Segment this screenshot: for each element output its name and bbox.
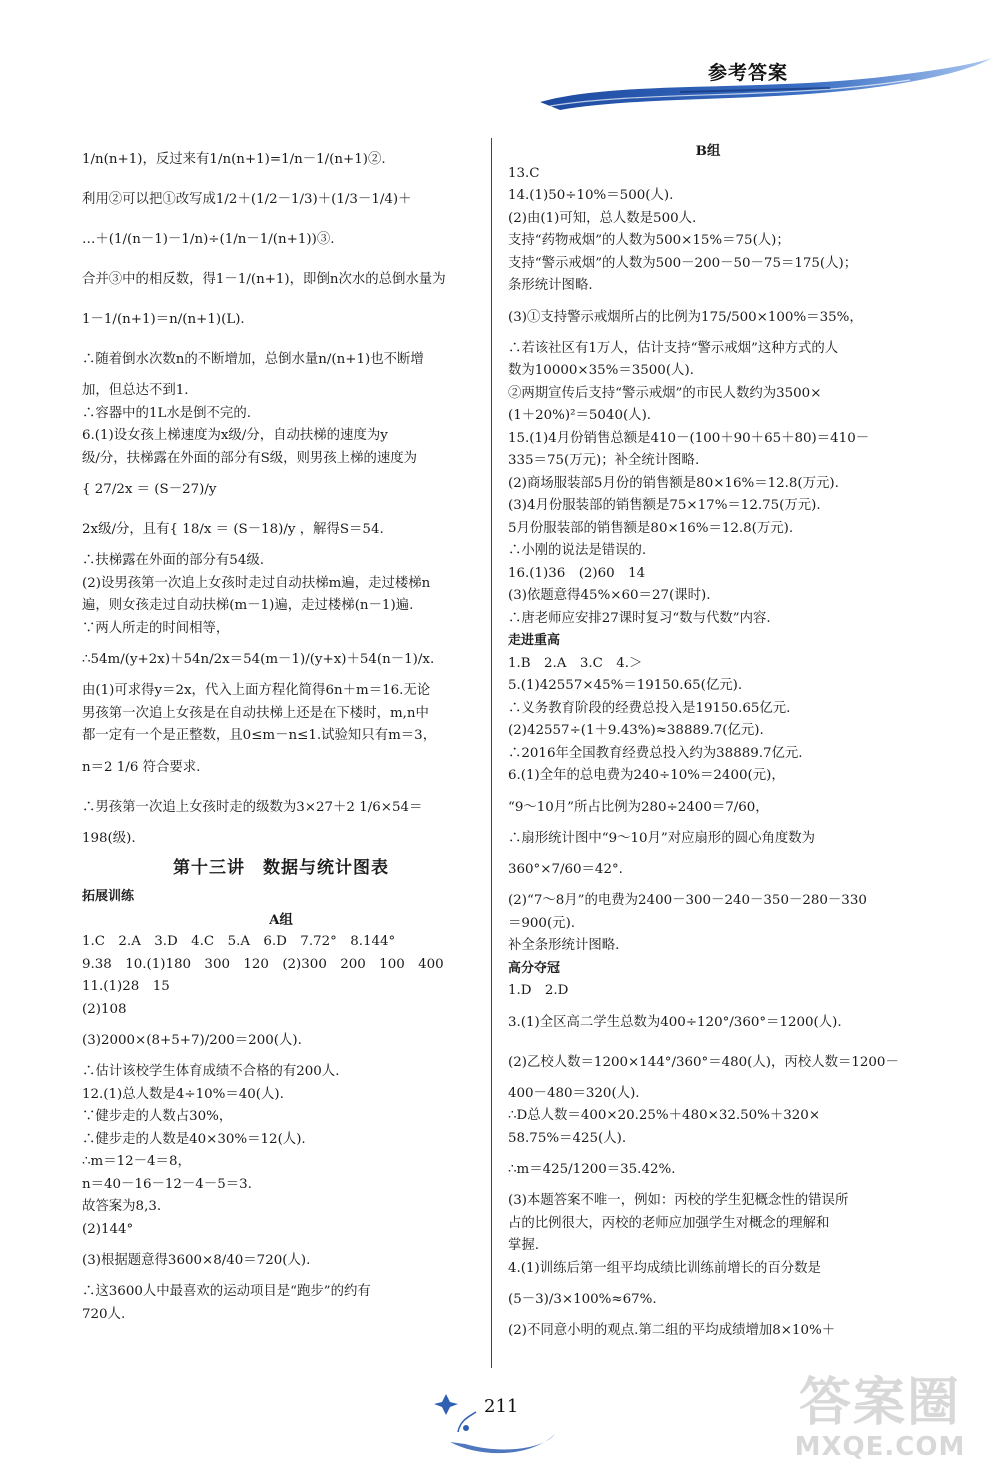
answer-line: 1.C 2.A 3.D 4.C 5.A 6.D 7.72° 8.144° xyxy=(82,934,396,949)
answer-line: 2x级/分，且有{ 18/x ＝ (S－18)/y ，解得S＝54. xyxy=(82,522,384,537)
footer-ornament-graphic xyxy=(430,1372,570,1462)
answer-line: ∴小刚的说法是错误的. xyxy=(508,543,647,558)
right-column xyxy=(508,140,908,1343)
right-column-bottom-lines xyxy=(508,980,908,1343)
page-footer xyxy=(430,1372,570,1462)
watermark-text: 答案圈 xyxy=(798,1373,961,1433)
answer-line: 6.(1)设女孩上梯速度为x级/分，自动扶梯的速度为y xyxy=(82,428,388,443)
page-number: 211 xyxy=(484,1396,519,1417)
answer-line: ∴若该社区有1万人，估计支持“警示戒烟”这种方式的人 xyxy=(508,340,839,356)
answer-line: (2)设男孩第一次追上女孩时走过自动扶梯m遍，走过楼梯n xyxy=(82,575,431,591)
answer-line: 335＝75(万元)；补全统计图略. xyxy=(508,453,700,468)
answer-line: …＋(1/(n－1)－1/n)÷(1/n－1/(n+1))③. xyxy=(82,232,335,247)
answer-line: ∵两人所走的时间相等， xyxy=(82,620,230,636)
answer-line: ＝900(元). xyxy=(508,915,576,931)
answer-line: 13.C xyxy=(508,165,540,181)
answer-line: 5.(1)42557×45%＝19150.65(亿元). xyxy=(508,678,743,693)
answer-line: ∴D总人数＝400×20.25%＋480×32.50%＋320× xyxy=(508,1108,821,1123)
answer-line: 15.(1)4月份销售总额是410－(100＋90＋65＋80)＝410－ xyxy=(508,430,870,446)
answer-line: ②两期宣传后支持“警示戒烟”的市民人数约为3500× xyxy=(508,385,822,401)
section-head-high-score: 高分夺冠 xyxy=(508,960,561,976)
group-label-b: B组 xyxy=(695,143,721,159)
answer-line: 都一定有一个是正整数，且0≤m－n≤1.试验知只有m＝3， xyxy=(82,728,437,743)
right-column-mid-lines xyxy=(508,653,908,958)
answer-line: ∴唐老师应安排27课时复习“数与代数”内容. xyxy=(508,610,771,626)
section-head-key-high-school: 走进重高 xyxy=(508,633,561,648)
answer-line: ∵健步走的人数占30%， xyxy=(82,1109,233,1124)
answer-line: 16.(1)36 (2)60 14 xyxy=(508,565,646,581)
left-column-bottom-lines xyxy=(82,931,480,1326)
answer-line: n＝2 1/6 符合要求. xyxy=(82,759,201,775)
answer-line: ∴随着倒水次数n的不断增加，总倒水量n/(n+1)也不断增 xyxy=(82,352,424,367)
left-column xyxy=(82,140,480,1326)
answer-line: (2)42557÷(1＋9.43%)≈38889.7(亿元). xyxy=(508,723,764,738)
answer-line: 利用②可以把①改写成1/2＋(1/2－1/3)＋(1/3－1/4)＋ xyxy=(82,192,412,207)
watermark-url: MXQE.COM xyxy=(794,1432,966,1462)
answer-line: 1/n(n+1)，反过来有1/n(n+1)=1/n－1/(n+1)②. xyxy=(82,152,386,167)
answer-line: (3)4月份服装部的销售额是75×17%＝12.75(万元). xyxy=(508,498,821,513)
right-column-top-lines xyxy=(508,163,908,631)
answer-line: ∴2016年全国教育经费总投入约为38889.7亿元. xyxy=(508,745,803,761)
answer-line: 6.(1)全年的总电费为240÷10%＝2400(元)， xyxy=(508,768,785,783)
answer-line: 58.75%＝425(人). xyxy=(508,1130,627,1146)
answer-line: 12.(1)总人数是4÷10%＝40(人). xyxy=(82,1086,284,1102)
answer-line: “9～10月”所占比例为280÷2400＝7/60， xyxy=(508,799,769,815)
answer-line: ∴54m/(y+2x)＋54n/2x＝54(m－1)/(y+x)＋54(n－1)/x. xyxy=(82,652,435,667)
answer-line: 1－1/(n+1)＝n/(n+1)(L). xyxy=(82,312,245,327)
answer-line: (2)144° xyxy=(82,1221,134,1237)
left-column-top-lines xyxy=(82,140,480,850)
answer-line: (3)①支持警示戒烟所占的比例为175/500×100%＝35%， xyxy=(508,309,863,325)
answer-line: (2)由(1)可知，总人数是500人. xyxy=(508,210,697,226)
answer-line: 级/分，扶梯露在外面的部分有S级，则男孩上梯的速度为 xyxy=(82,450,418,466)
answer-line: 遍，则女孩走过自动扶梯(m－1)遍，走过楼梯(n－1)遍. xyxy=(82,598,414,613)
answer-line: 数为10000×35%＝3500(人). xyxy=(508,363,694,378)
answer-line: 占的比例很大，丙校的老师应加强学生对概念的理解和 xyxy=(508,1215,830,1231)
answer-line: 条形统计图略. xyxy=(508,278,593,293)
answer-line: (3)依题意得45%×60＝27(课时). xyxy=(508,588,711,603)
answer-line: 360°×7/60＝42°. xyxy=(508,862,623,877)
answer-line: 720人. xyxy=(82,1306,126,1322)
answer-line: (2)不同意小明的观点.第二组的平均成绩增加8×10%＋ xyxy=(508,1323,836,1338)
answer-line: (3)根据题意得3600×8/40＝720(人). xyxy=(82,1253,311,1268)
answer-line: (2)商场服装部5月份的销售额是80×16%＝12.8(万元). xyxy=(508,475,839,491)
answer-line: (2)“7～8月”的电费为2400－300－240－350－280－330 xyxy=(508,893,867,908)
answer-line: ∴容器中的1L水是倒不完的. xyxy=(82,405,251,421)
answer-line: n＝40－16－12－4－5＝3. xyxy=(82,1176,252,1192)
answer-line: ∴健步走的人数是40×30%＝12(人). xyxy=(82,1131,306,1147)
answer-line: 男孩第一次追上女孩是在自动扶梯上还是在下楼时，m,n中 xyxy=(82,705,429,721)
watermark-logo xyxy=(770,1373,990,1473)
answer-line: 9.38 10.(1)180 300 120 (2)300 200 100 400 xyxy=(82,956,444,972)
answer-line: { 27/2x ＝ (S－27)/y xyxy=(82,482,217,497)
answer-line: ∴m＝12－4＝8， xyxy=(82,1154,191,1169)
answer-line: 1.D 2.D xyxy=(508,983,569,998)
answer-line: 198(级). xyxy=(82,830,136,846)
header-title: 参考答案 xyxy=(708,62,789,84)
column-divider xyxy=(491,138,492,1368)
answer-line: 5月份服装部的销售额是80×16%＝12.8(万元). xyxy=(508,520,794,536)
answer-line: 11.(1)28 15 xyxy=(82,979,170,994)
page-header xyxy=(530,40,1000,120)
answer-line: 合并③中的相反数，得1－1/(n+1)，即倒n次水的总倒水量为 xyxy=(82,272,446,287)
answer-line: (3)2000×(8+5+7)/200＝200(人). xyxy=(82,1033,302,1048)
answer-line: ∴男孩第一次追上女孩时走的级数为3×27＋2 1/6×54＝ xyxy=(82,799,423,815)
lecture-title: 第十三讲 数据与统计图表 xyxy=(173,858,389,878)
answer-line: 400－480＝320(人). xyxy=(508,1085,640,1101)
answer-line: 1.B 2.A 3.C 4.＞ xyxy=(508,655,643,671)
answer-line: 由(1)可求得y＝2x，代入上面方程化简得6n＋m＝16.无论 xyxy=(82,683,431,698)
answer-line: ∴m＝425/1200＝35.42%. xyxy=(508,1162,676,1177)
answer-line: (2)108 xyxy=(82,1001,127,1017)
answer-line: ∴这3600人中最喜欢的运动项目是“跑步”的约有 xyxy=(82,1284,371,1299)
answer-line: ∴扇形统计图中“9～10月”对应扇形的圆心角度数为 xyxy=(508,830,816,846)
answer-line: 支持“警示戒烟”的人数为500－200－50－75＝175(人)； xyxy=(508,255,858,271)
group-label-a: A组 xyxy=(269,911,293,928)
answer-line: (2)乙校人数＝1200×144°/360°＝480(人)，丙校人数＝1200－ xyxy=(508,1054,899,1070)
answer-line: ∴义务教育阶段的经费总投入是19150.65亿元. xyxy=(508,700,791,716)
answer-line: (1＋20%)²＝5040(人). xyxy=(508,408,652,423)
answer-line: ∴扶梯露在外面的部分有54级. xyxy=(82,553,264,568)
answer-line: 加，但总达不到1. xyxy=(82,383,189,398)
answer-line: 支持“药物戒烟”的人数为500×15%＝75(人)； xyxy=(508,233,790,248)
answer-line: 3.(1)全区高二学生总数为400÷120°/360°＝1200(人). xyxy=(508,1014,842,1030)
answer-line: (3)本题答案不唯一，例如：丙校的学生犯概念性的错误所 xyxy=(508,1193,849,1208)
answer-line: 掌握. xyxy=(508,1238,540,1253)
answer-line: 补全条形统计图略. xyxy=(508,938,620,953)
section-head-extension-training: 拓展训练 xyxy=(82,889,135,904)
answer-line: 故答案为8,3. xyxy=(82,1199,162,1214)
answer-line: 4.(1)训练后第一组平均成绩比训练前增长的百分数是 xyxy=(508,1260,821,1276)
answer-line: 14.(1)50÷10%＝500(人). xyxy=(508,188,674,203)
answer-line: (5－3)/3×100%≈67%. xyxy=(508,1292,657,1307)
answer-line: ∴估计该校学生体育成绩不合格的有200人. xyxy=(82,1064,340,1079)
